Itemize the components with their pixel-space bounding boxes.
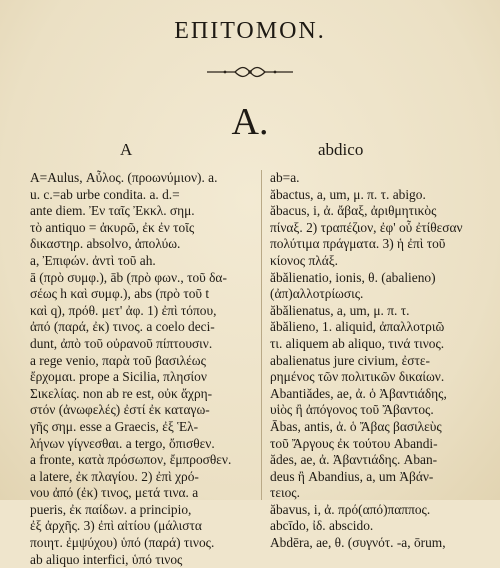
- entry-line: ante diem. Ἐν ταῖς Ἐκκλ. σημ.: [30, 203, 195, 219]
- entry-line: A=Aulus, Αὖλος. (προωνύμιον). a.: [30, 170, 218, 185]
- section-letter: A.: [231, 101, 269, 143]
- entry-line: u. c.=ab urbe condita. a. d.=: [30, 186, 180, 202]
- right-entries: [270, 170, 500, 552]
- entry-line: a latere, ἐκ πλαγίου. 2) ἐπὶ χρό-: [30, 468, 199, 484]
- ornament-divider-icon: [205, 66, 295, 78]
- entry-line: πίναξ. 2) τραπέζιον, ἐφ' οὗ ἐτίθεσαν: [270, 219, 463, 235]
- entry-line: ab=a.: [270, 170, 300, 185]
- entry-line: ab aliquo interfici, ὑπό τινος: [30, 551, 183, 567]
- entry-line: ăbacus, i, ἀ. ἄβαξ, ἀριθμητικὸς: [270, 203, 437, 219]
- entry-line: ăbavus, i, ἀ. πρό(από)παππος.: [270, 501, 431, 517]
- left-entries: [30, 170, 262, 568]
- entry-line: ποιητ. ἐμψύχου) ὑπό (παρά) τινος.: [30, 535, 215, 551]
- entry-line: λήνων γίγνεσθαι. a tergo, ὄπισθεν.: [30, 435, 215, 451]
- entry-line: καὶ q), πρόθ. μετ' ἀφ. 1) ἐπὶ τόπου,: [30, 302, 217, 318]
- entry-line: πολύτιμα πράγματα. 3) ἡ ἐπὶ τοῦ: [270, 236, 446, 252]
- entry-line: τι. aliquem ab aliquo, τινά τινος.: [270, 335, 445, 351]
- entry-line: a rege venio, παρὰ τοῦ βασιλέως: [30, 352, 206, 368]
- entry-line: ἔρχομαι. prope a Sicilia, πλησίον: [30, 369, 207, 385]
- entry-line: κίονος πλάξ.: [270, 252, 339, 268]
- entry-line: τοῦ Ἄργους ἐκ τούτου Abandi-: [270, 435, 438, 451]
- entry-line: στόν (ἀνωφελές) ἐστί ἐκ καταγω-: [30, 402, 210, 418]
- entry-line: (ἀπ)αλλοτρίωσις.: [270, 286, 364, 302]
- entry-line: ā (πρὸ συμφ.), āb (πρὸ φων., τοῦ δα-: [30, 269, 227, 285]
- entry-line: δικαστηρ. absolvo, ἀπολύω.: [30, 236, 181, 252]
- entry-line: νου ἀπό (ἐκ) τινος, μετά τινα. a: [30, 485, 199, 501]
- left-column: [30, 140, 262, 568]
- entry-line: γῆς σημ. esse a Graecis, ἐξ Ἑλ-: [30, 418, 199, 434]
- entry-line: τειος.: [270, 485, 300, 501]
- entry-line: deus ἢ Abandius, a, um Ἀβάν-: [270, 468, 434, 484]
- entry-line: a fronte, κατὰ πρόσωπον, ἔμπροσθεν.: [30, 452, 232, 468]
- entry-line: ădes, ae, ἀ. Ἀβαντιάδης. Aban-: [270, 452, 438, 468]
- entry-line: a, Ἐπιφών. ἀντὶ τοῦ ah.: [30, 252, 156, 268]
- entry-line: ăbactus, a, um, μ. π. τ. abigo.: [270, 186, 426, 202]
- entry-line: ρημένος τῶν πολιτικῶν δικαίων.: [270, 369, 445, 385]
- entry-line: ăbălienatio, ionis, θ. (abalieno): [270, 269, 436, 285]
- entry-line: Abantiădes, ae, ἀ. ὁ Ἀβαντιάδης,: [270, 385, 447, 401]
- running-head: ΕΠΙΤΟΜΟΝ.: [174, 18, 326, 44]
- right-column: [270, 140, 500, 552]
- left-column-header: A: [120, 140, 133, 159]
- entry-line: pueris, ἐκ παίδων. a principio,: [30, 501, 192, 517]
- entry-line: Abdēra, ae, θ. (συγνότ. -a, ōrum,: [270, 535, 446, 551]
- entry-line: ἐξ ἀρχῆς. 3) ἐπὶ αἰτίου (μάλιστα: [30, 518, 202, 534]
- right-column-header: abdico: [318, 140, 364, 159]
- entry-line: τὸ antiquo = ἀκυρῶ, ἐκ ἐν τοῖς: [30, 219, 195, 235]
- entry-line: ăbălieno, 1. aliquid, ἀπαλλοτριῶ: [270, 319, 445, 335]
- entry-line: abalienatus jure civium, ἐστε-: [270, 352, 430, 368]
- entry-line: ăbălienatus, a, um, μ. π. τ.: [270, 302, 410, 318]
- column-divider: [261, 170, 262, 500]
- entry-line: Σικελίας. non ab re est, οὐκ ἄχρη-: [30, 385, 213, 401]
- entry-line: abcīdo, ἰδ. abscido.: [270, 518, 374, 534]
- entry-line: υἱὸς ἢ ἀπόγονος τοῦ Ἄβαντος.: [270, 402, 434, 418]
- entry-line: σέως h καὶ συμφ.), abs (πρὸ τοῦ t: [30, 286, 210, 302]
- entry-line: dunt, ἀπὸ τοῦ οὐρανοῦ πίπτουσιν.: [30, 335, 213, 351]
- entry-line: ἀπό (παρά, ἐκ) τινος. a coelo deci-: [30, 319, 215, 335]
- entry-line: Ābas, antis, ἀ. ὁ Ἄβας βασιλεὺς: [270, 418, 442, 434]
